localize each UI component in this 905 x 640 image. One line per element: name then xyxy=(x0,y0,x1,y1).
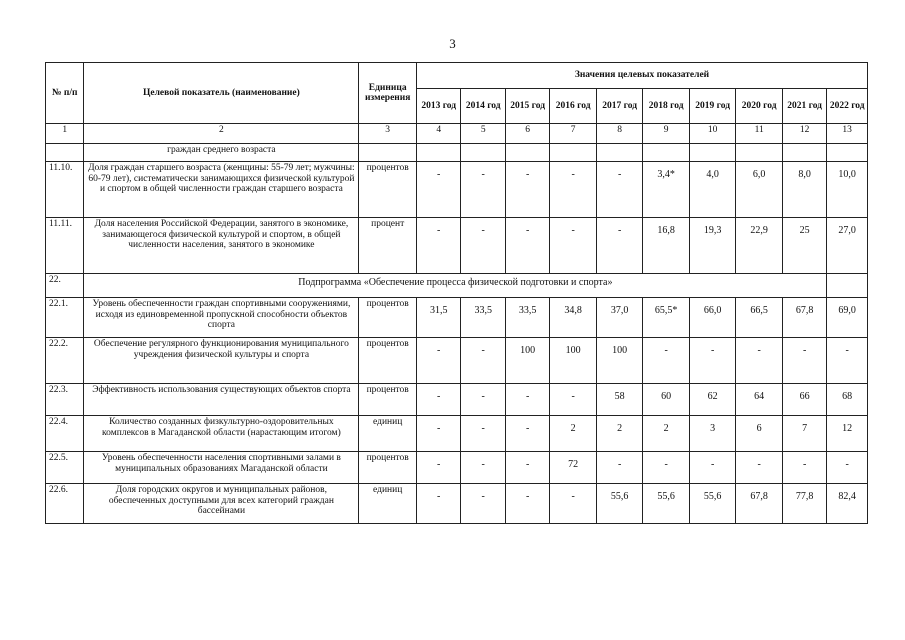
empty-cell xyxy=(736,144,783,162)
header-num: № п/п xyxy=(46,63,84,124)
indicator-value: 25 xyxy=(782,218,826,274)
year-header: 2013 год xyxy=(416,89,460,124)
header-values: Значения целевых показателей xyxy=(416,63,867,89)
year-header: 2014 год xyxy=(461,89,505,124)
indicator-value: - xyxy=(782,452,826,484)
indicator-name: Доля граждан старшего возраста (женщины: 55-79 лет; мужчины: 60-79 лет), систематически занимающихся физической культурой и спортом в общей численности граждан старшего возраста xyxy=(84,162,359,218)
year-header: 2015 год xyxy=(505,89,549,124)
empty-cell xyxy=(416,144,460,162)
indicator-value: - xyxy=(596,218,643,274)
indicator-value: 67,8 xyxy=(782,298,826,338)
indicator-value: - xyxy=(461,338,505,384)
indicator-value: - xyxy=(461,452,505,484)
unit-of-measure: процентов xyxy=(359,384,417,416)
row-number: 11.10. xyxy=(46,162,84,218)
indicator-value: - xyxy=(416,162,460,218)
indicator-value: 64 xyxy=(736,384,783,416)
column-number-row xyxy=(46,124,868,144)
indicator-value: - xyxy=(736,452,783,484)
indicator-value: - xyxy=(505,452,549,484)
indicator-value: - xyxy=(827,452,868,484)
column-number: 7 xyxy=(550,124,597,144)
indicator-name: Доля городских округов и муниципальных районов, обеспеченных доступными для всех категорий граждан бассейнами xyxy=(84,484,359,524)
column-number: 13 xyxy=(827,124,868,144)
indicator-value: 62 xyxy=(689,384,736,416)
indicator-value: 60 xyxy=(643,384,690,416)
empty-cell xyxy=(550,144,597,162)
indicator-value: - xyxy=(643,338,690,384)
indicator-value: 33,5 xyxy=(461,298,505,338)
table-row xyxy=(46,452,868,484)
table-body xyxy=(46,144,868,524)
indicator-value: 82,4 xyxy=(827,484,868,524)
indicator-value: 12 xyxy=(827,416,868,452)
indicator-value: 19,3 xyxy=(689,218,736,274)
year-header: 2020 год xyxy=(736,89,783,124)
indicator-name: Количество созданных физкультурно-оздоровительных комплексов в Магаданской области (нарастающим итогом) xyxy=(84,416,359,452)
indicator-value: 55,6 xyxy=(643,484,690,524)
unit-of-measure: процентов xyxy=(359,298,417,338)
indicator-value: - xyxy=(827,338,868,384)
indicator-value: - xyxy=(689,452,736,484)
row-number-empty xyxy=(46,144,84,162)
indicator-value: - xyxy=(643,452,690,484)
indicator-value: 66 xyxy=(782,384,826,416)
unit-of-measure: единиц xyxy=(359,484,417,524)
indicator-value: - xyxy=(416,218,460,274)
indicator-value: - xyxy=(505,218,549,274)
indicator-value: - xyxy=(416,452,460,484)
column-number: 9 xyxy=(643,124,690,144)
table-row xyxy=(46,384,868,416)
empty-cell xyxy=(505,144,549,162)
unit-of-measure: единиц xyxy=(359,416,417,452)
indicator-value: - xyxy=(550,218,597,274)
year-header: 2019 год xyxy=(689,89,736,124)
indicator-name: Эффективность использования существующих объектов спорта xyxy=(84,384,359,416)
row-number: 22.4. xyxy=(46,416,84,452)
empty-cell xyxy=(827,274,868,298)
indicator-value: - xyxy=(550,384,597,416)
indicator-value: 22,9 xyxy=(736,218,783,274)
indicator-value: 3,4* xyxy=(643,162,690,218)
indicator-value: - xyxy=(596,162,643,218)
indicator-value: 37,0 xyxy=(596,298,643,338)
unit-of-measure: процентов xyxy=(359,452,417,484)
indicator-value: - xyxy=(461,218,505,274)
column-number: 10 xyxy=(689,124,736,144)
empty-cell xyxy=(782,144,826,162)
row-number: 22.3. xyxy=(46,384,84,416)
unit-of-measure: процентов xyxy=(359,338,417,384)
indicator-value: 100 xyxy=(550,338,597,384)
year-header: 2018 год xyxy=(643,89,690,124)
subprogram-number: 22. xyxy=(46,274,84,298)
column-number: 1 xyxy=(46,124,84,144)
indicator-value: - xyxy=(505,162,549,218)
column-number: 11 xyxy=(736,124,783,144)
unit-of-measure: процент xyxy=(359,218,417,274)
indicator-value: 65,5* xyxy=(643,298,690,338)
indicator-value: 55,6 xyxy=(596,484,643,524)
year-header: 2017 год xyxy=(596,89,643,124)
year-header: 2016 год xyxy=(550,89,597,124)
indicator-value: 2 xyxy=(643,416,690,452)
indicator-value: - xyxy=(736,338,783,384)
column-number: 5 xyxy=(461,124,505,144)
indicator-value: 4,0 xyxy=(689,162,736,218)
column-number: 12 xyxy=(782,124,826,144)
unit-of-measure: процентов xyxy=(359,162,417,218)
indicator-value: 69,0 xyxy=(827,298,868,338)
indicator-value: 34,8 xyxy=(550,298,597,338)
indicator-value: - xyxy=(505,484,549,524)
indicator-value: 7 xyxy=(782,416,826,452)
header-unit: Единица измерения xyxy=(359,63,417,124)
column-number: 4 xyxy=(416,124,460,144)
target-indicators-table xyxy=(45,62,868,524)
indicator-value: - xyxy=(550,484,597,524)
indicator-value: 6 xyxy=(736,416,783,452)
row-number: 11.11. xyxy=(46,218,84,274)
indicator-value: 58 xyxy=(596,384,643,416)
empty-cell xyxy=(827,144,868,162)
indicator-value: 8,0 xyxy=(782,162,826,218)
indicator-value: 2 xyxy=(550,416,597,452)
indicator-value: - xyxy=(689,338,736,384)
indicator-name: Уровень обеспеченности граждан спортивными сооружениями, исходя из единовременной пропускной способности объектов спорта xyxy=(84,298,359,338)
row-number: 22.1. xyxy=(46,298,84,338)
row-number: 22.2. xyxy=(46,338,84,384)
header-indicator: Целевой показатель (наименование) xyxy=(84,63,359,124)
table-row xyxy=(46,218,868,274)
indicator-value: 3 xyxy=(689,416,736,452)
indicator-value: 66,0 xyxy=(689,298,736,338)
table-row xyxy=(46,416,868,452)
year-header: 2021 год xyxy=(782,89,826,124)
indicator-value: - xyxy=(416,484,460,524)
page-number: 3 xyxy=(449,36,456,51)
indicator-value: - xyxy=(416,416,460,452)
empty-cell xyxy=(643,144,690,162)
indicator-value: - xyxy=(461,162,505,218)
indicator-name: Обеспечение регулярного функционирования муниципального учреждения физической культуры и спорта xyxy=(84,338,359,384)
indicator-value: 16,8 xyxy=(643,218,690,274)
indicator-value: 100 xyxy=(505,338,549,384)
continuation-row xyxy=(46,144,868,162)
indicator-value: - xyxy=(782,338,826,384)
indicator-value: - xyxy=(596,452,643,484)
empty-cell xyxy=(461,144,505,162)
indicator-value: - xyxy=(505,416,549,452)
table-row xyxy=(46,484,868,524)
empty-cell xyxy=(596,144,643,162)
indicator-value: 6,0 xyxy=(736,162,783,218)
indicator-value: 2 xyxy=(596,416,643,452)
table-row xyxy=(46,338,868,384)
indicator-value: 100 xyxy=(596,338,643,384)
year-header: 2022 год xyxy=(827,89,868,124)
indicator-value: 33,5 xyxy=(505,298,549,338)
indicator-value: 77,8 xyxy=(782,484,826,524)
indicator-name: Доля населения Российской Федерации, занятого в экономике, занимающегося физической культурой и спортом, в общей численности населения, занятого в экономике xyxy=(84,218,359,274)
subprogram-row xyxy=(46,274,868,298)
column-number: 6 xyxy=(505,124,549,144)
continuation-text: граждан среднего возраста xyxy=(84,144,359,162)
subprogram-title: Подпрограмма «Обеспечение процесса физической подготовки и спорта» xyxy=(84,274,827,298)
indicator-value: 68 xyxy=(827,384,868,416)
indicator-value: 27,0 xyxy=(827,218,868,274)
indicator-value: 72 xyxy=(550,452,597,484)
column-number: 8 xyxy=(596,124,643,144)
indicator-value: - xyxy=(505,384,549,416)
row-number: 22.6. xyxy=(46,484,84,524)
indicator-value: 66,5 xyxy=(736,298,783,338)
indicator-name: Уровень обеспеченности населения спортивными залами в муниципальных образованиях Магаданской области xyxy=(84,452,359,484)
indicator-value: - xyxy=(416,384,460,416)
empty-cell xyxy=(689,144,736,162)
table-row xyxy=(46,298,868,338)
indicator-value: - xyxy=(461,484,505,524)
column-number: 2 xyxy=(84,124,359,144)
indicator-value: 31,5 xyxy=(416,298,460,338)
row-number: 22.5. xyxy=(46,452,84,484)
table-row xyxy=(46,162,868,218)
indicator-value: - xyxy=(461,384,505,416)
indicator-value: 67,8 xyxy=(736,484,783,524)
column-number: 3 xyxy=(359,124,417,144)
indicator-value: 55,6 xyxy=(689,484,736,524)
indicator-value: - xyxy=(416,338,460,384)
indicator-value: - xyxy=(550,162,597,218)
indicator-value: 10,0 xyxy=(827,162,868,218)
indicator-value: - xyxy=(461,416,505,452)
empty-cell xyxy=(359,144,417,162)
